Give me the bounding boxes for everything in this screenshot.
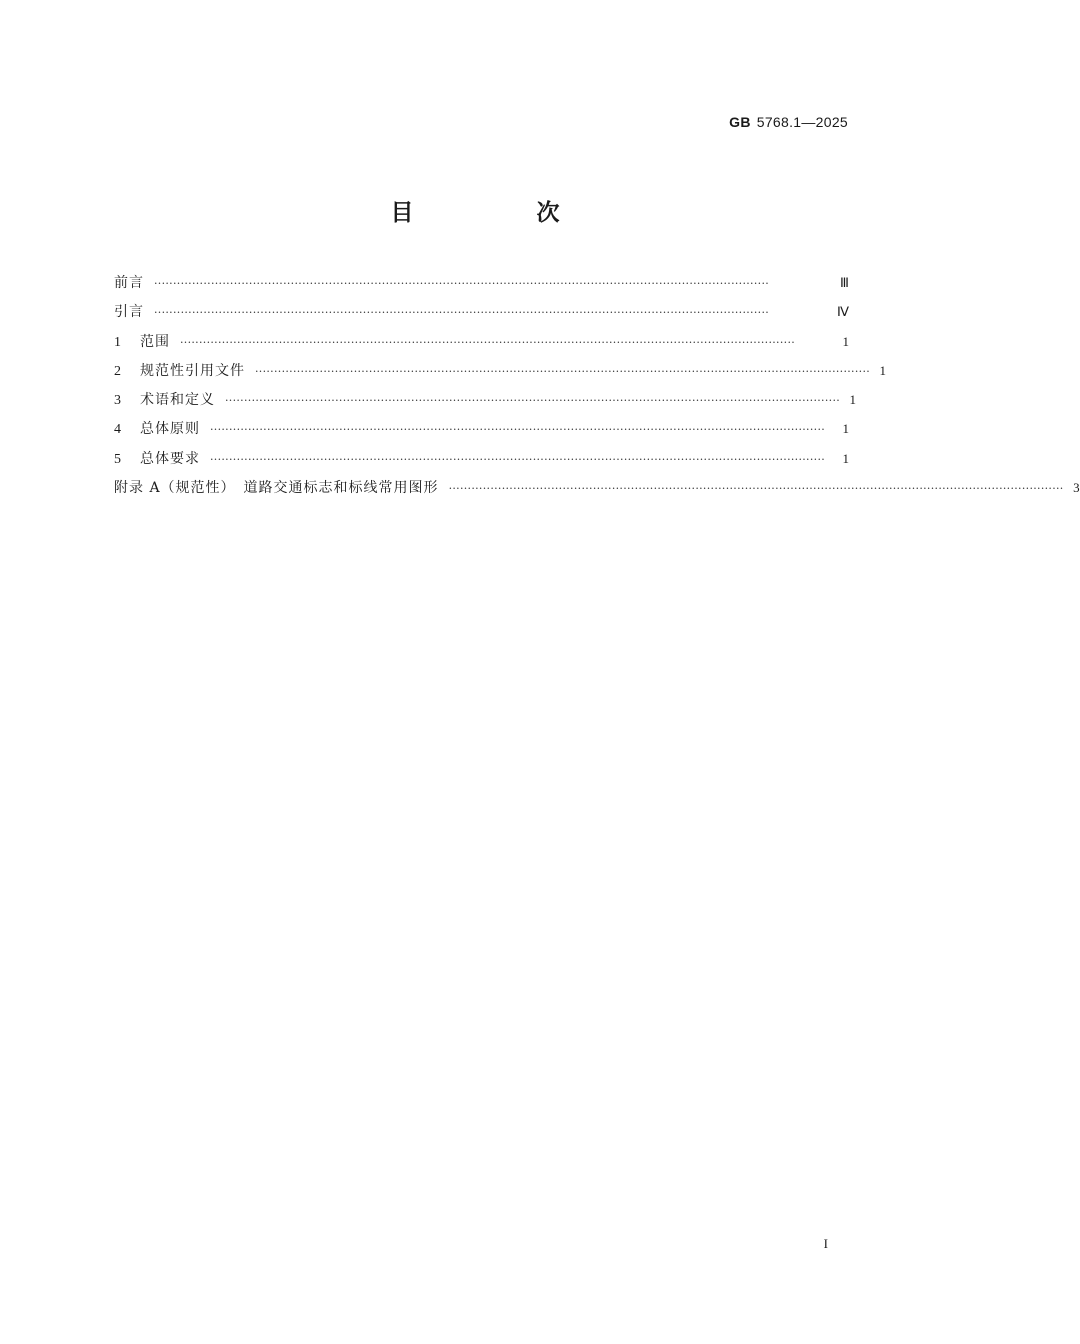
table-of-contents [114,272,1080,506]
toc-entry-terms-definitions[interactable] [114,389,857,418]
standard-prefix: GB [729,114,751,130]
toc-entry-label: 引言 [114,304,144,321]
toc-entry-normative-references[interactable] [114,360,887,389]
toc-entry-page: Ⅲ [840,275,849,290]
toc-leader-dots: ·································································································································································· [210,423,826,437]
toc-entry-number: 3 [114,393,121,409]
toc-leader-dots: ·································································································································································· [448,482,1064,496]
toc-entry-number: 5 [114,451,121,467]
toc-entry-number: 2 [114,363,121,379]
toc-entry-page: 1 [879,362,887,378]
toc-leader-dots: ·································································································································································· [154,306,770,320]
toc-entry-number: 4 [114,422,121,438]
toc-entry-page: 3 [1073,480,1080,496]
toc-entry-page: 1 [842,421,849,437]
standard-code [729,114,848,130]
toc-entry-label: 总体原则 [140,421,200,438]
toc-entry-label: 前言 [114,275,144,291]
toc-leader-dots: ·································································································································································· [255,364,871,378]
toc-title: 目 次 [390,200,610,226]
toc-entry-scope[interactable] [114,331,849,360]
toc-entry-page: 1 [849,392,857,408]
toc-leader-dots: ·································································································································································· [154,277,770,290]
toc-entry-number: 1 [114,334,121,350]
toc-entry-label: 规范性引用文件 [140,362,245,379]
standard-number: 5768.1—2025 [756,114,848,130]
toc-entry-page: Ⅳ [837,304,849,320]
toc-entry-annex-a[interactable] [114,477,1080,506]
toc-entry-label: 术语和定义 [140,392,215,409]
toc-entry-introduction[interactable] [114,301,849,330]
toc-entry-page: 1 [842,333,849,349]
toc-entry-foreword[interactable] [114,272,849,301]
toc-entry-label: 总体要求 [140,450,200,467]
toc-leader-dots: ·································································································································································· [225,394,841,408]
toc-entry-page: 1 [842,450,849,466]
toc-leader-dots: ·································································································································································· [180,335,796,349]
toc-entry-label: 附录 A（规范性） 道路交通标志和标线常用图形 [114,480,439,497]
toc-leader-dots: ·································································································································································· [210,452,826,466]
toc-entry-label: 范围 [140,333,170,350]
toc-entry-general-principles[interactable] [114,418,849,447]
toc-entry-general-requirements[interactable] [114,448,849,477]
page-number: I [823,1236,828,1251]
